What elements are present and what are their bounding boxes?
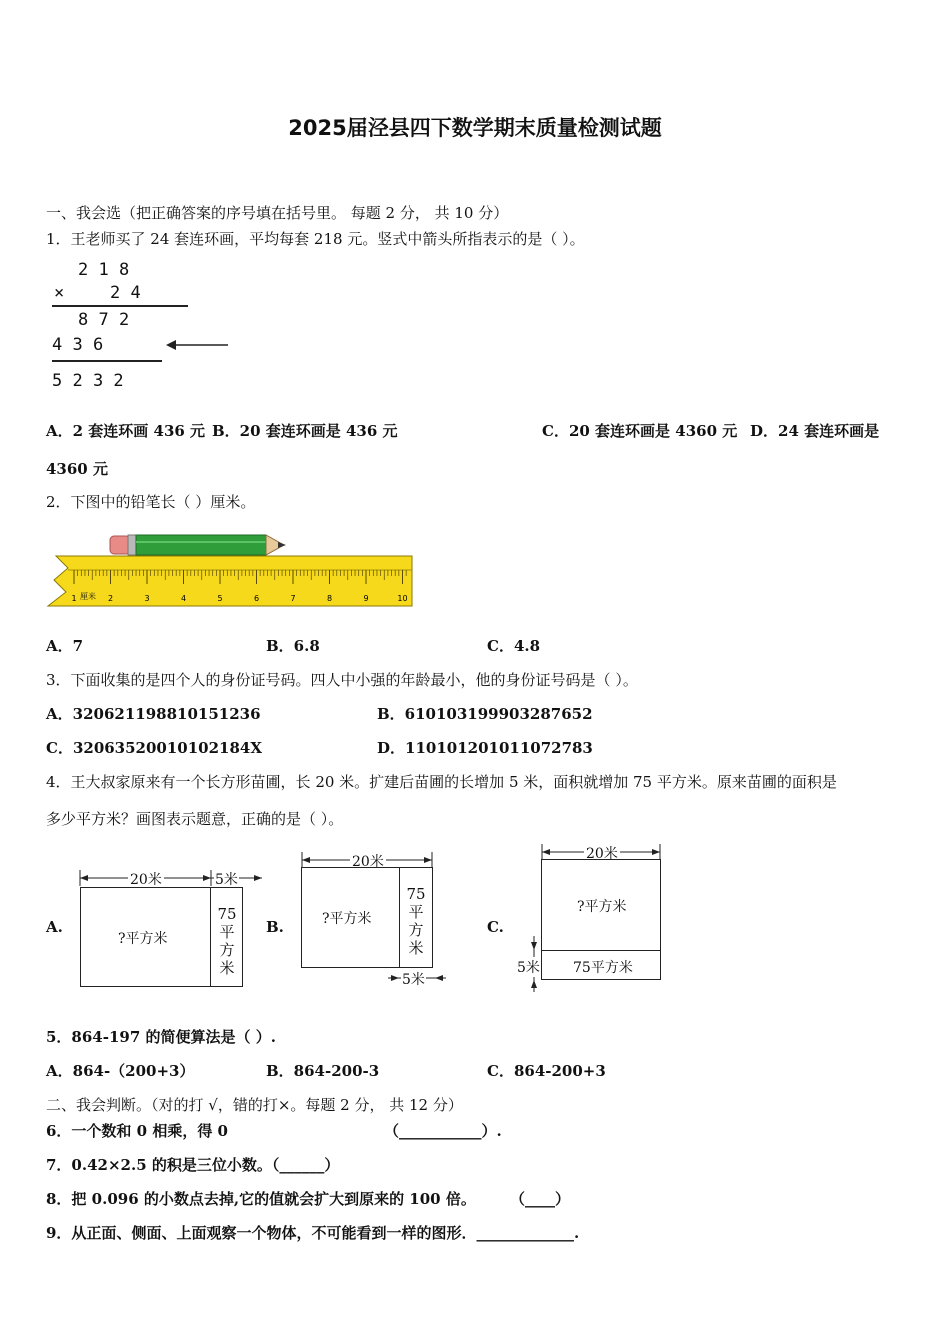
q1-option-a[interactable]: A．2 套连环画 436 元 <box>46 422 206 440</box>
calc-line-1 <box>52 305 188 307</box>
ruler-tick-label: 8 <box>326 594 333 603</box>
area-75-b-char: 平 <box>408 903 424 921</box>
q3-option-a[interactable]: A．320621198810151236 <box>46 705 261 723</box>
rect-b-divider <box>399 867 400 968</box>
ruler-tick-label: 3 <box>144 594 150 603</box>
q1-option-d[interactable]: D．24 套连环画是 <box>750 422 880 440</box>
area-75-a-char: 米 <box>219 959 235 977</box>
page-title: 2025届泾县四下数学期末质量检测试题 <box>288 116 662 140</box>
unknown-area-a: ?平方米 <box>118 931 168 947</box>
calc-line-2 <box>52 360 162 362</box>
q3-option-d[interactable]: D．110101201011072783 <box>377 739 593 757</box>
times-sign: × <box>54 283 65 303</box>
label-5m-c: 5米 <box>517 957 540 977</box>
area-75-a-char: 平 <box>219 923 235 941</box>
q4-option-a-label[interactable]: A. <box>46 918 63 936</box>
area-75-b-char: 米 <box>408 939 424 957</box>
q1-option-d-cont: 4360 元 <box>46 460 108 478</box>
question-4-text-line-2: 多少平方米？画图表示题意，正确的是（ ）。 <box>46 810 344 828</box>
question-6-answer-blank[interactable]: （___________）. <box>384 1122 502 1140</box>
question-6-text: 6．一个数和 0 相乘，得 0 <box>46 1122 228 1140</box>
question-3-text: 3．下面收集的是四个人的身份证号码。四人中小强的年龄最小，他的身份证号码是（ ）。 <box>46 671 638 689</box>
ruler-tick-label: 4 <box>180 594 187 603</box>
q5-option-a[interactable]: A．864-（200+3） <box>46 1062 195 1080</box>
question-5-text: 5．864-197 的简便算法是（ ）. <box>46 1028 276 1046</box>
partial-product-2: 4 3 6 <box>52 335 104 355</box>
q5-option-b[interactable]: B．864-200-3 <box>266 1062 380 1080</box>
ruler-tick-label: 1 <box>71 594 77 603</box>
question-9-text: 9．从正面、侧面、上面观察一个物体，不可能看到一样的图形．_____________. <box>46 1224 580 1242</box>
q3-option-b[interactable]: B．610103199903287652 <box>377 705 593 723</box>
area-75-b-char: 方 <box>408 921 424 939</box>
q1-option-b[interactable]: B．20 套连环画是 436 元 <box>212 422 398 440</box>
q4-option-c-label[interactable]: C. <box>487 918 504 936</box>
label-20m-c: 20米 <box>584 843 620 863</box>
ruler-tick-label: 9 <box>363 594 369 603</box>
question-8-text: 8．把 0.096 的小数点去掉,它的值就会扩大到原来的 100 倍。 <box>46 1190 476 1208</box>
area-75-b-char: 75 <box>406 885 426 903</box>
pointer-arrow-icon <box>164 338 230 352</box>
q5-option-c[interactable]: C．864-200+3 <box>487 1062 606 1080</box>
ruler-tick-label: 6 <box>253 594 260 603</box>
ruler-tick-label: 5 <box>217 594 223 603</box>
question-1-text: 1．王老师买了 24 套连环画，平均每套 218 元。竖式中箭头所指表示的是（ ）。 <box>46 230 585 248</box>
area-75-a-char: 75 <box>217 905 237 923</box>
question-2-text: 2．下图中的铅笔长（ ）厘米。 <box>46 493 256 511</box>
partial-product-1: 8 7 2 <box>78 310 130 330</box>
section-2-heading: 二、我会判断。（对的打 √，错的打×。每题 2 分， 共 12 分） <box>46 1096 463 1114</box>
q2-option-b[interactable]: B．6.8 <box>266 637 320 655</box>
area-75-c: 75平方米 <box>573 960 633 976</box>
multiplier: 2 4 <box>110 283 141 303</box>
ruler-ticks <box>46 530 416 610</box>
question-7-text: 7．0.42×2.5 的积是三位小数。（______） <box>46 1156 340 1174</box>
question-4-text-line-1: 4．王大叔家原来有一个长方形苗圃，长 20 米。扩建后苗圃的长增加 5 米，面积就增加 75 平方米。原来苗圃的面积是 <box>46 773 837 791</box>
section-1-heading: 一、我会选（把正确答案的序号填在括号里。 每题 2 分， 共 10 分） <box>46 204 509 222</box>
rect-c-divider <box>541 950 661 951</box>
ruler-tick-label: 10 <box>397 594 408 603</box>
area-75-a-char: 方 <box>219 941 235 959</box>
q2-option-c[interactable]: C．4.8 <box>487 637 541 655</box>
rect-a-divider <box>210 887 211 987</box>
label-20m-b: 20米 <box>350 851 386 871</box>
question-8-answer-blank[interactable]: （____） <box>510 1190 571 1208</box>
label-5m-b: 5米 <box>401 969 426 989</box>
ruler-tick-label: 7 <box>290 594 296 603</box>
unknown-area-c: ?平方米 <box>577 899 627 915</box>
ruler-tick-label: 2 <box>107 594 114 603</box>
q2-option-a[interactable]: A．7 <box>46 637 84 655</box>
q4-option-b-label[interactable]: B. <box>266 918 284 936</box>
label-20m-a: 20米 <box>128 869 164 889</box>
unknown-area-b: ?平方米 <box>322 911 372 927</box>
q1-option-c[interactable]: C．20 套连环画是 4360 元 <box>542 422 738 440</box>
pencil-ruler-figure <box>46 530 416 610</box>
product: 5 2 3 2 <box>52 371 124 391</box>
ruler-unit: 厘米 <box>80 592 96 601</box>
label-5m-a: 5米 <box>214 869 239 889</box>
q3-option-c[interactable]: C．32063520010102184X <box>46 739 263 757</box>
multiplicand: 2 1 8 <box>78 260 130 280</box>
